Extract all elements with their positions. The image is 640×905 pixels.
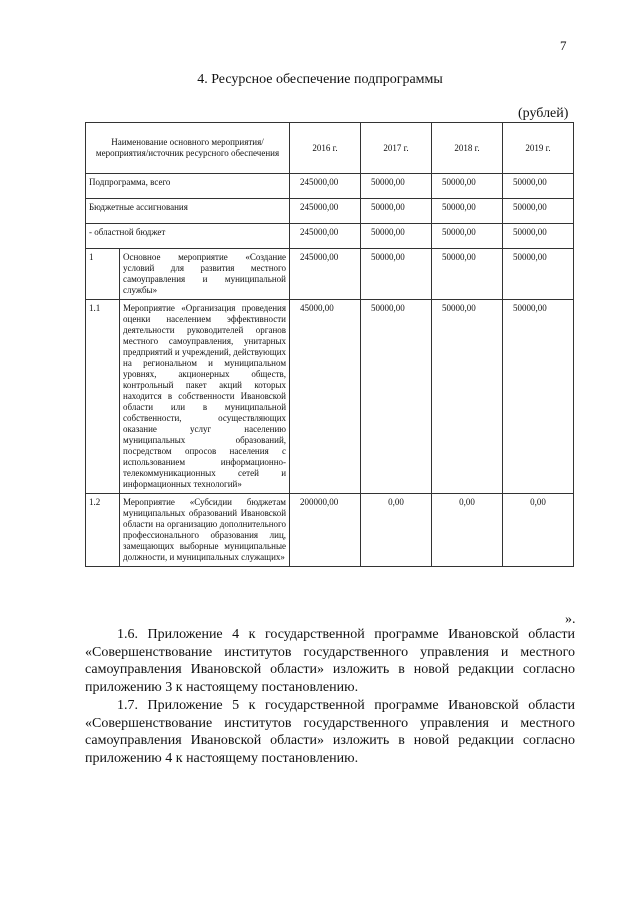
paragraph-1-6	[85, 626, 575, 696]
table-row	[86, 249, 574, 300]
item-value: 50000,00	[503, 249, 574, 300]
row-value: 50000,00	[503, 224, 574, 249]
row-value: 50000,00	[432, 199, 503, 224]
closing-quote-mark: ».	[565, 612, 576, 627]
header-name: Наименование основного мероприятия/мероприятия/источник ресурсного обеспечения	[86, 123, 290, 174]
item-value: 45000,00	[290, 300, 361, 494]
header-year-2019: 2019 г.	[503, 123, 574, 174]
item-value: 50000,00	[503, 300, 574, 494]
section-title: 4. Ресурсное обеспечение подпрограммы	[197, 72, 443, 87]
header-year-2018: 2018 г.	[432, 123, 503, 174]
item-number: 1	[86, 249, 120, 300]
row-value: 50000,00	[503, 199, 574, 224]
page-number: 7	[560, 38, 567, 53]
item-value: 0,00	[432, 494, 503, 567]
row-label: Бюджетные ассигнования	[86, 199, 290, 224]
table-row	[86, 224, 574, 249]
item-value: 50000,00	[432, 249, 503, 300]
item-number: 1.1	[86, 300, 120, 494]
paragraph-text: 1.6. Приложение 4 к государственной программе Ивановской области «Совершенствование институтов государственного управления и местного самоуправления Ивановской области» изложить в новой редакции согласно приложению 3 к настоящему постановлению.	[85, 627, 575, 695]
row-value: 50000,00	[361, 199, 432, 224]
resource-table	[85, 122, 574, 567]
item-value: 200000,00	[290, 494, 361, 567]
row-label: - областной бюджет	[86, 224, 290, 249]
units-label: (рублей)	[518, 106, 569, 121]
item-value: 245000,00	[290, 249, 361, 300]
item-text: Основное мероприятие «Создание условий для развития местного самоуправления и муниципальной службы»	[120, 249, 290, 300]
paragraph-1-7	[85, 697, 575, 767]
item-value: 50000,00	[361, 300, 432, 494]
header-year-2016: 2016 г.	[290, 123, 361, 174]
row-value: 50000,00	[503, 174, 574, 199]
header-year-2017: 2017 г.	[361, 123, 432, 174]
row-value: 245000,00	[290, 199, 361, 224]
item-value: 50000,00	[361, 249, 432, 300]
row-value: 50000,00	[361, 224, 432, 249]
item-number: 1.2	[86, 494, 120, 567]
table-row	[86, 494, 574, 567]
item-value: 0,00	[361, 494, 432, 567]
item-text: Мероприятие «Субсидии бюджетам муниципальных образований Ивановской области на организацию дополнительного профессионального образования лиц, замещающих выборные муниципальные должности, и муниципальных служащих»	[120, 494, 290, 567]
table-row	[86, 199, 574, 224]
item-value: 0,00	[503, 494, 574, 567]
row-label: Подпрограмма, всего	[86, 174, 290, 199]
paragraph-text: 1.7. Приложение 5 к государственной программе Ивановской области «Совершенствование институтов государственного управления и местного самоуправления Ивановской области» изложить в новой редакции согласно приложению 4 к настоящему постановлению.	[85, 698, 575, 766]
row-value: 245000,00	[290, 224, 361, 249]
table-row	[86, 300, 574, 494]
item-text: Мероприятие «Организация проведения оценки населением эффективности деятельности руководителей органов местного самоуправления, унитарных предприятий и учреждений, действующих на региональном и муниципальном уровнях, акционерных обществ, контрольный пакет акций которых находится в собственности Ивановской области или в муниципальной собственности, осуществляющих оказание услуг населению муниципальных образований, посредством опросов населения с использованием информационно-телекоммуникационных сетей и информационных технологий»	[120, 300, 290, 494]
row-value: 50000,00	[361, 174, 432, 199]
row-value: 50000,00	[432, 174, 503, 199]
table-header-row	[86, 123, 574, 174]
table-row	[86, 174, 574, 199]
row-value: 50000,00	[432, 224, 503, 249]
item-value: 50000,00	[432, 300, 503, 494]
row-value: 245000,00	[290, 174, 361, 199]
